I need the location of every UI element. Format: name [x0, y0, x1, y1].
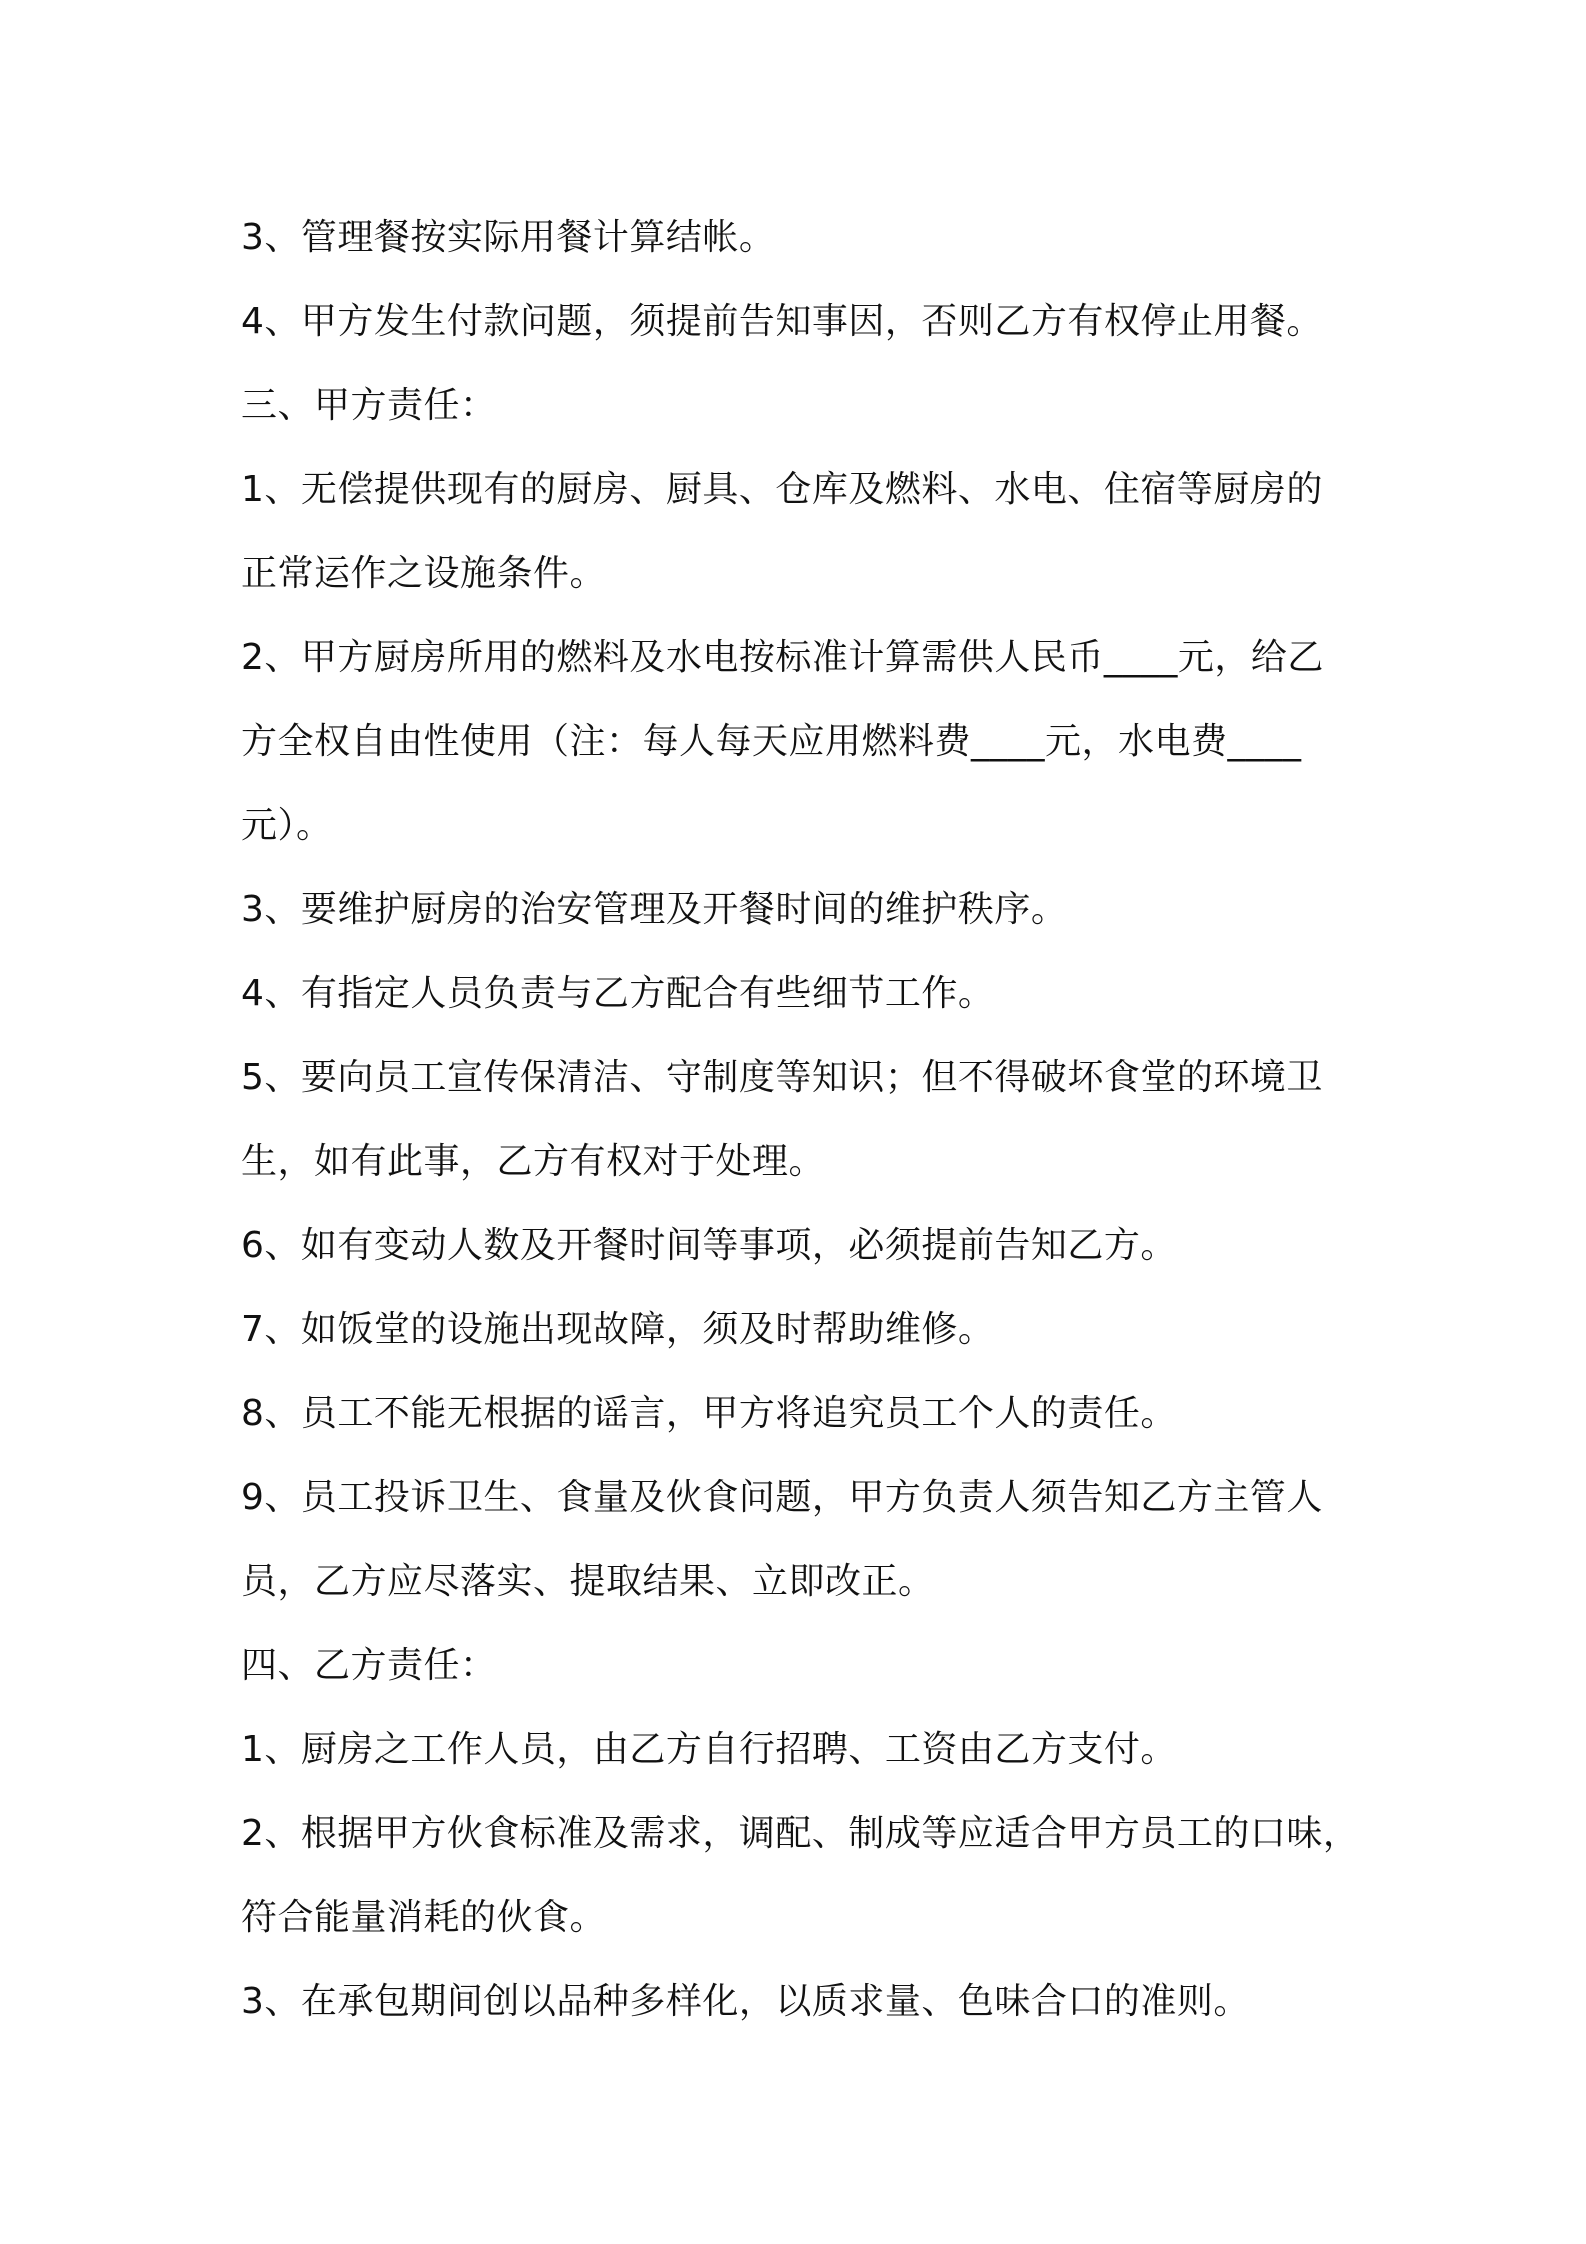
text-line: 正常运作之设施条件。 — [241, 553, 607, 594]
text-line: 4、有指定人员负责与乙方配合有些细节工作。 — [241, 973, 995, 1014]
text-line: 方全权自由性使用（注：每人每天应用燃料费____元，水电费____ — [241, 721, 1302, 762]
text-line: 8、员工不能无根据的谣言，甲方将追究员工个人的责任。 — [241, 1393, 1177, 1434]
text-line: 2、甲方厨房所用的燃料及水电按标准计算需供人民币____元，给乙 — [241, 637, 1324, 678]
text-line: 1、无偿提供现有的厨房、厨具、仓库及燃料、水电、住宿等厨房的 — [241, 469, 1323, 510]
text-line: 1、厨房之工作人员，由乙方自行招聘、工资由乙方支付。 — [241, 1729, 1177, 1770]
text-line: 7、如饭堂的设施出现故障，须及时帮助维修。 — [241, 1309, 995, 1350]
section-heading: 三、甲方责任： — [241, 385, 497, 426]
section-heading: 四、乙方责任： — [241, 1645, 497, 1686]
text-line: 3、管理餐按实际用餐计算结帐。 — [241, 217, 776, 258]
text-line: 符合能量消耗的伙食。 — [241, 1897, 607, 1938]
text-line: 生，如有此事，乙方有权对于处理。 — [241, 1141, 826, 1182]
text-line: 6、如有变动人数及开餐时间等事项，必须提前告知乙方。 — [241, 1225, 1177, 1266]
text-line: 元）。 — [241, 805, 333, 846]
document-body — [241, 196, 1360, 2044]
text-line: 4、甲方发生付款问题，须提前告知事因，否则乙方有权停止用餐。 — [241, 301, 1323, 342]
text-line: 2、根据甲方伙食标准及需求，调配、制成等应适合甲方员工的口味， — [241, 1813, 1360, 1854]
text-line: 3、要维护厨房的治安管理及开餐时间的维护秩序。 — [241, 889, 1068, 930]
text-line: 5、要向员工宣传保清洁、守制度等知识；但不得破坏食堂的环境卫 — [241, 1057, 1323, 1098]
text-line: 9、员工投诉卫生、食量及伙食问题，甲方负责人须告知乙方主管人 — [241, 1477, 1323, 1518]
text-line: 员，乙方应尽落实、提取结果、立即改正。 — [241, 1561, 935, 1602]
text-line: 3、在承包期间创以品种多样化，以质求量、色味合口的准则。 — [241, 1981, 1250, 2022]
